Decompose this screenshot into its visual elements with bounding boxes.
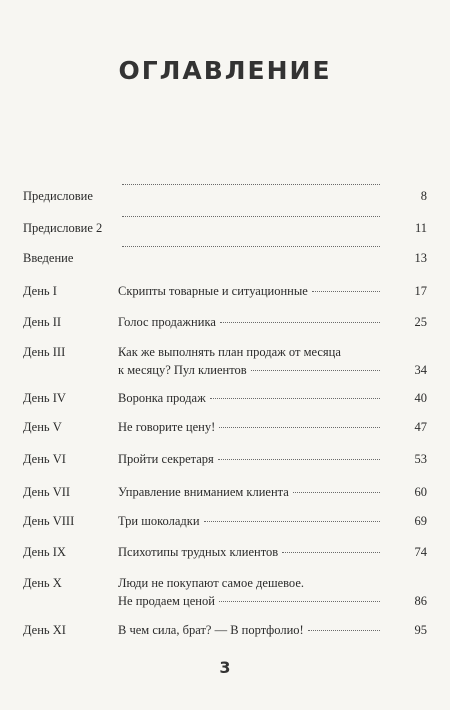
toc-entry-title: Не говорите цену! <box>118 420 216 434</box>
toc-page-number: 17 <box>414 284 427 298</box>
leader-dots <box>122 246 380 247</box>
toc-entry-title: к месяцу? Пул клиентов <box>118 363 247 377</box>
toc-leader <box>118 450 382 468</box>
toc-page-number: 47 <box>414 420 427 434</box>
toc-page-number: 69 <box>414 514 427 528</box>
toc-leader <box>118 361 382 379</box>
leader-dots <box>312 291 380 292</box>
toc-entry-label: День II <box>23 315 62 329</box>
toc-entry-label: День IX <box>23 545 66 559</box>
toc-entry-label: День I <box>23 284 57 298</box>
leader-dots <box>204 521 380 522</box>
leader-dots <box>210 398 380 399</box>
leader-dots <box>218 459 380 460</box>
toc-page-number: 86 <box>414 594 427 608</box>
toc-entry-label: День XI <box>23 623 66 637</box>
toc-page-number: 11 <box>414 221 427 235</box>
toc-entry-label: День VI <box>23 452 66 466</box>
toc-page-number: 74 <box>414 545 427 559</box>
toc-page-number: 25 <box>414 315 427 329</box>
toc-entry-label: День IV <box>23 391 66 405</box>
toc-page-number: 95 <box>414 623 427 637</box>
toc-page-number: 34 <box>414 363 427 377</box>
toc-leader <box>118 249 382 250</box>
toc-entry-title: Воронка продаж <box>118 391 206 405</box>
toc-entry-label: День III <box>23 345 66 359</box>
toc-leader <box>118 282 382 300</box>
toc-leader <box>118 592 382 610</box>
toc-entry-title: Скрипты товарные и ситуационные <box>118 284 308 298</box>
leader-dots <box>282 552 380 553</box>
toc-page-number: 60 <box>414 485 427 499</box>
leader-dots <box>220 322 380 323</box>
toc-entry-label: Предисловие 2 <box>23 221 103 235</box>
leader-dots <box>219 601 380 602</box>
toc-entry-title: В чем сила, брат? — В портфолио! <box>118 623 304 637</box>
toc-entry-label: День X <box>23 576 62 590</box>
toc-entry-title: Управление вниманием клиента <box>118 485 289 499</box>
toc-entry-label: Предисловие <box>23 189 93 203</box>
toc-leader <box>118 187 382 188</box>
toc-entry-label: Введение <box>23 251 74 265</box>
leader-dots <box>293 492 380 493</box>
toc-leader <box>118 621 382 639</box>
toc-entry-title-line1: Люди не покупают самое дешевое. <box>118 576 305 590</box>
toc-entry-title-line1: Как же выполнять план продаж от месяца <box>118 345 341 359</box>
toc-entry-title: Не продаем ценой <box>118 594 215 608</box>
toc-entry-label: День VII <box>23 485 71 499</box>
toc-leader <box>118 543 382 561</box>
toc-entry-label: День V <box>23 420 62 434</box>
toc-entry-title: Пройти секретаря <box>118 452 214 466</box>
toc-leader <box>118 389 382 407</box>
toc-leader <box>118 219 382 220</box>
toc-page-number: 13 <box>414 251 427 265</box>
toc-page-number: 40 <box>414 391 427 405</box>
toc-entry-title: Три шоколадки <box>118 514 200 528</box>
page-number: 3 <box>219 658 231 677</box>
toc-entry-title: Психотипы трудных клиентов <box>118 545 279 559</box>
page-title: ОГЛАВЛЕНИЕ <box>118 56 332 85</box>
toc-page-number: 8 <box>420 189 427 203</box>
leader-dots <box>122 184 380 185</box>
leader-dots <box>251 370 380 371</box>
toc-page-number: 53 <box>414 452 427 466</box>
leader-dots <box>122 216 380 217</box>
toc-leader <box>118 313 382 331</box>
toc-leader <box>118 418 382 436</box>
toc-entry-title: Голос продажника <box>118 315 216 329</box>
leader-dots <box>308 630 380 631</box>
toc-entry-label: День VIII <box>23 514 75 528</box>
leader-dots <box>219 427 380 428</box>
toc-leader <box>118 512 382 530</box>
toc-leader <box>118 483 382 501</box>
